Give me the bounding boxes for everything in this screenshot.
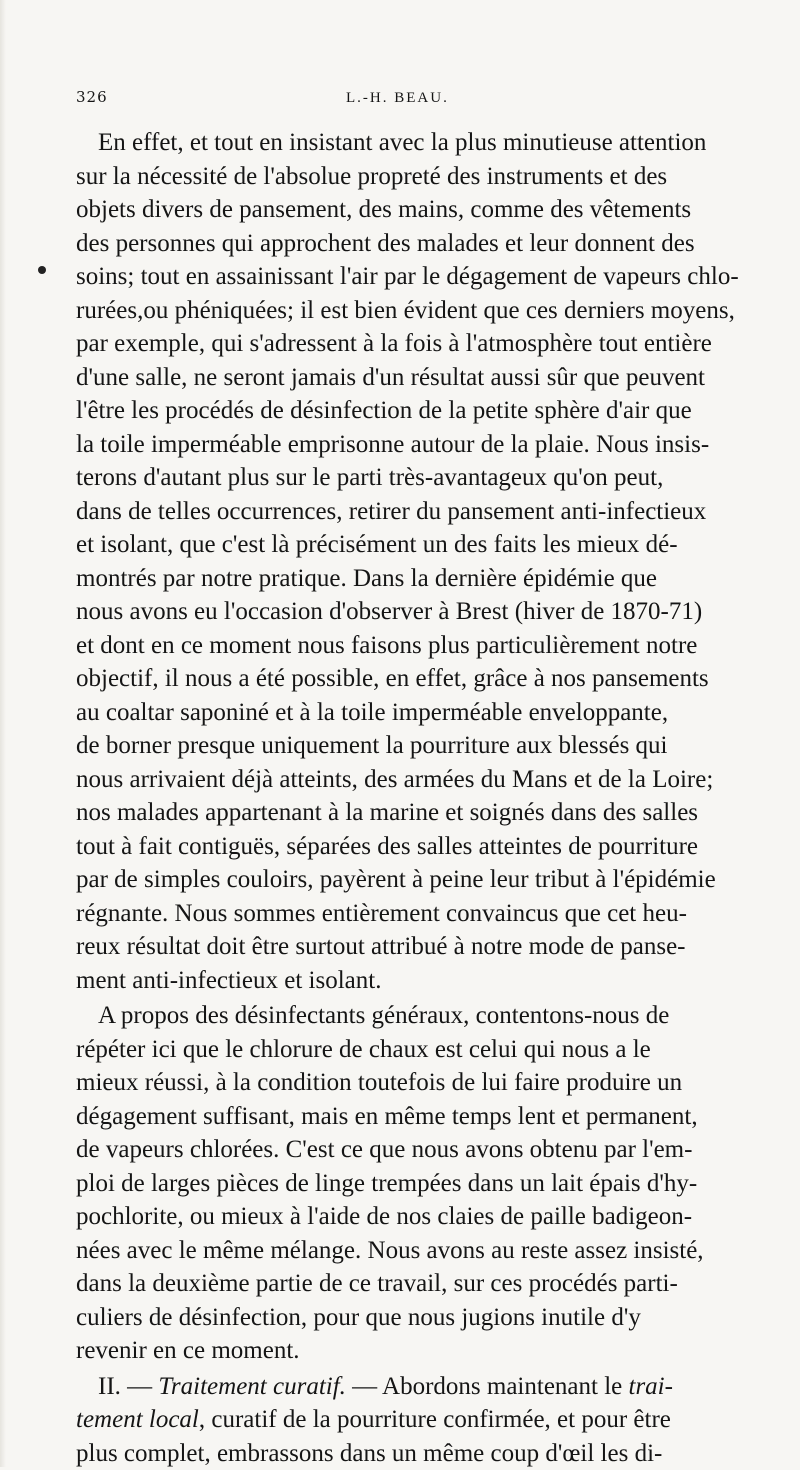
text-line: et isolant, que c'est là précisément un des faits les mieux dé- — [76, 528, 778, 562]
text-line: rurées,ou phéniquées; il est bien évident que ces derniers moyens, — [76, 294, 778, 328]
text-line — [76, 1370, 778, 1404]
text-line: revenir en ce moment. — [76, 1334, 778, 1368]
text-line: objectif, il nous a été possible, en effet, grâce à nos pansements — [76, 662, 778, 696]
text-line: tout à fait contiguës, séparées des salles atteintes de pourriture — [76, 830, 778, 864]
text-line: culiers de désinfection, pour que nous jugions inutile d'y — [76, 1301, 778, 1335]
paragraph-1 — [76, 126, 778, 997]
text-line: dans de telles occurrences, retirer du pansement anti-infectieux — [76, 495, 778, 529]
italic-term: trai- — [629, 1373, 673, 1400]
text-line: nous avons eu l'occasion d'observer à Brest (hiver de 1870-71) — [76, 595, 778, 629]
section-prefix: II. — — [98, 1373, 158, 1400]
text-line: pochlorite, ou mieux à l'aide de nos claies de paille badigeon- — [76, 1200, 778, 1234]
text-line: des personnes qui approchent des malades et leur donnent des — [76, 227, 778, 261]
text-line: par de simples couloirs, payèrent à peine leur tribut à l'épidémie — [76, 863, 778, 897]
text-line: dans la deuxième partie de ce travail, sur ces procédés parti- — [76, 1267, 778, 1301]
text-line: sur la nécessité de l'absolue propreté des instruments et des — [76, 160, 778, 194]
text-line: ploi de larges pièces de linge trempées dans un lait épais d'hy- — [76, 1167, 778, 1201]
running-head: L.-H. BEAU. — [346, 90, 449, 107]
text-line: En effet, et tout en insistant avec la plus minutieuse attention — [76, 126, 778, 160]
text-line: ment anti-infectieux et isolant. — [76, 964, 778, 998]
text-line — [76, 1403, 778, 1437]
text-line: dégagement suffisant, mais en même temps lent et permanent, — [76, 1100, 778, 1134]
text-line: de borner presque uniquement la pourriture aux blessés qui — [76, 729, 778, 763]
page-edge-shadow — [0, 0, 6, 1467]
text-run: , curatif de la pourriture confirmée, et pour être — [199, 1406, 671, 1433]
text-line: plus complet, embrassons dans un même coup d'œil les di- — [76, 1437, 778, 1470]
text-line: au coaltar saponiné et à la toile imperméable enveloppante, — [76, 696, 778, 730]
text-line: nous arrivaient déjà atteints, des armées du Mans et de la Loire; — [76, 763, 778, 797]
text-line: répéter ici que le chlorure de chaux est celui qui nous a le — [76, 1033, 778, 1067]
text-line: nées avec le même mélange. Nous avons au reste assez insisté, — [76, 1234, 778, 1268]
text-line: par exemple, qui s'adressent à la fois à l'atmosphère tout entière — [76, 327, 778, 361]
text-line: nos malades appartenant à la marine et soignés dans des salles — [76, 796, 778, 830]
text-line: d'une salle, ne seront jamais d'un résultat aussi sûr que peuvent — [76, 361, 778, 395]
text-line: l'être les procédés de désinfection de la petite sphère d'air que — [76, 394, 778, 428]
page-number: 326 — [76, 88, 346, 106]
text-line: et dont en ce moment nous faisons plus particulièrement notre — [76, 629, 778, 663]
page-header — [76, 88, 778, 110]
paragraph-2 — [76, 999, 778, 1368]
text-line: A propos des désinfectants généraux, contentons-nous de — [76, 999, 778, 1033]
text-line: mieux réussi, à la condition toutefois de lui faire produire un — [76, 1066, 778, 1100]
section-title: Traitement curatif. — [158, 1373, 346, 1400]
text-line: la toile imperméable emprisonne autour de la plaie. Nous insis- — [76, 428, 778, 462]
text-line: terons d'autant plus sur le parti très-avantageux qu'on peut, — [76, 461, 778, 495]
text-line: montrés par notre pratique. Dans la dernière épidémie que — [76, 562, 778, 596]
text-line: objets divers de pansement, des mains, comme des vêtements — [76, 193, 778, 227]
margin-mark — [38, 266, 46, 274]
text-line: de vapeurs chlorées. C'est ce que nous avons obtenu par l'em- — [76, 1133, 778, 1167]
italic-term: tement local — [76, 1406, 199, 1433]
text-line: régnante. Nous sommes entièrement convaincus que cet heu- — [76, 897, 778, 931]
text-line: reux résultat doit être surtout attribué à notre mode de panse- — [76, 930, 778, 964]
paragraph-3 — [76, 1370, 778, 1470]
text-line: soins; tout en assainissant l'air par le dégagement de vapeurs chlo- — [76, 260, 778, 294]
text-run: — Abordons maintenant le — [346, 1373, 629, 1400]
